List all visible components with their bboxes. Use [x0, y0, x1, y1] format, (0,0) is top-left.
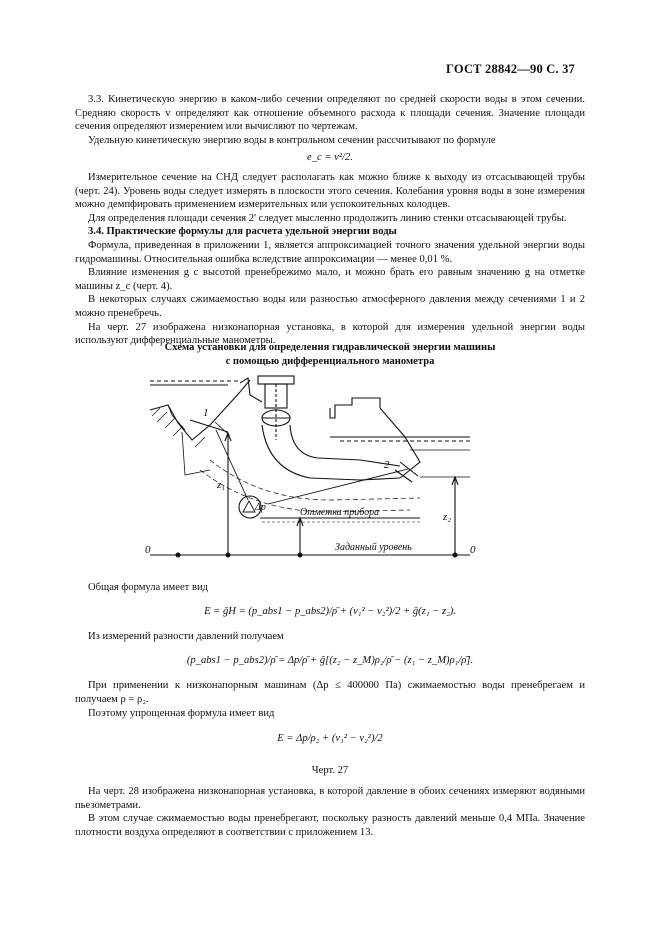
- formula-general: E = ḡH = (p_abs1 − p_abs2)/ρ̄ + (v₁² − v₂²)/2 + ḡ(z₁ − z₂).: [204, 605, 456, 617]
- downstream-building: [330, 398, 380, 418]
- para-approximation: Формула, приведенная в приложении 1, является аппроксимацией точного значения удельной энергии воды гидромашины. Относительная ошибка вследствие аппроксимации — менее 0,01 %.: [75, 239, 585, 265]
- figure-title-line1: Схема установки для определения гидравлической энергии машины: [164, 342, 496, 353]
- label-target-level: Заданный уровень: [335, 542, 412, 553]
- draft-tube-outer: [262, 425, 400, 480]
- para-measurement-section: Измерительное сечение на СНД следует располагать как можно ближе к выходу из отсасывающей трубы (черт. 24). Уровень воды следует измерять в плоскости этого сечения. Колебания уровня воды в зоне измерения можно демпфировать применением измерительных или успокоительных колодцев.: [75, 171, 585, 211]
- label-0-right: 0: [470, 544, 476, 556]
- label-dp: Δp: [255, 502, 266, 513]
- section-2-line: [400, 462, 418, 476]
- para-fig27-ref: На черт. 27 изображена низконапорная установка, в которой для измерения удельной энергии воды используют дифференциальные манометры.: [75, 321, 585, 347]
- para-compressibility-neglected: В этом случае сжимаемостью воды пренебрегают, поскольку разность давлений меньше 0,4 МПа. Значение плотности воздуха определяют в соответствии с приложением 13.: [75, 813, 585, 838]
- label-section-1: 1: [203, 407, 209, 419]
- text-block-formulas: [75, 581, 585, 777]
- para-3-3: 3.3. Кинетическую энергию в каком-либо сечении определяют по средней скорости воды в этом сечении. Средняю скорость v определяют как отношение объемного расхода к площади сечения. Значение площади сечения определяют измерением или вычисляют по чертежам.: [75, 94, 585, 133]
- intake-wall: [240, 378, 262, 402]
- figure-title-line2: с помощью дифференциального манометра: [225, 355, 435, 367]
- formula-ec: e_c = v²/2.: [307, 152, 353, 164]
- heading-3-4: 3.4. Практические формулы для расчета удельной энергии воды: [88, 226, 397, 238]
- para-section-area: Для определения площади сечения 2' следует мысленно продолжить линию стенки отсасывающей трубы.: [88, 212, 567, 224]
- label-z2: z₂: [443, 511, 452, 523]
- label-instrument-mark: Отметка прибора: [300, 507, 380, 518]
- para-kinetic-formula-intro: Удельную кинетическую энергию воды в контрольном сечении рассчитывают по формуле: [88, 134, 496, 146]
- generator-top: [258, 376, 294, 384]
- label-z1: z₁: [217, 479, 226, 491]
- formula-simplified: E = Δp/ρ₂ + (v₁² − v₂²)/2: [277, 733, 383, 745]
- label-section-2: 2: [384, 459, 390, 471]
- page-header: ГОСТ 28842—90 С. 37: [446, 62, 575, 76]
- formula-diff: (p_abs1 − p_abs2)/ρ̄ = Δp/ρ̄ + ḡ[(z₂ − z_M)ρ₂/ρ̄ − (z₁ − z_M)ρ₁/ρ̄].: [186, 654, 474, 666]
- para-simplified-intro: Поэтому упрощенная формула имеет вид: [88, 707, 275, 719]
- section-1-line: [190, 420, 228, 432]
- left-embankment: [150, 380, 250, 440]
- para-diff-intro: Из измерений разности давлений получаем: [88, 631, 284, 643]
- delta-symbol: [243, 501, 255, 512]
- para-low-head: При применении к низконапорным машинам (Δp ≤ 400000 Па) сжимаемостью воды пренебрегаем и получаем ρ = ρ₂.: [75, 680, 585, 705]
- label-0-left: 0: [145, 544, 151, 556]
- figure-caption: Черт. 27: [311, 764, 349, 776]
- para-compressibility: В некоторых случаях сжимаемостью воды или разностью атмосферного давления между сечениями 1 и 2 можно пренебречь.: [75, 294, 585, 319]
- para-g-influence: Влияние изменения g с высотой пренебрежимо мало, и можно брать его равным значению g на отметке машины z_c (черт. 4).: [75, 267, 585, 292]
- text-block-closing: [75, 785, 585, 839]
- para-fig28-ref: На черт. 28 изображена низконапорная установка, в которой давление в обоих сечениях измеряют водяными пьезометрами.: [75, 786, 585, 811]
- para-general-intro: Общая формула имеет вид: [88, 582, 209, 593]
